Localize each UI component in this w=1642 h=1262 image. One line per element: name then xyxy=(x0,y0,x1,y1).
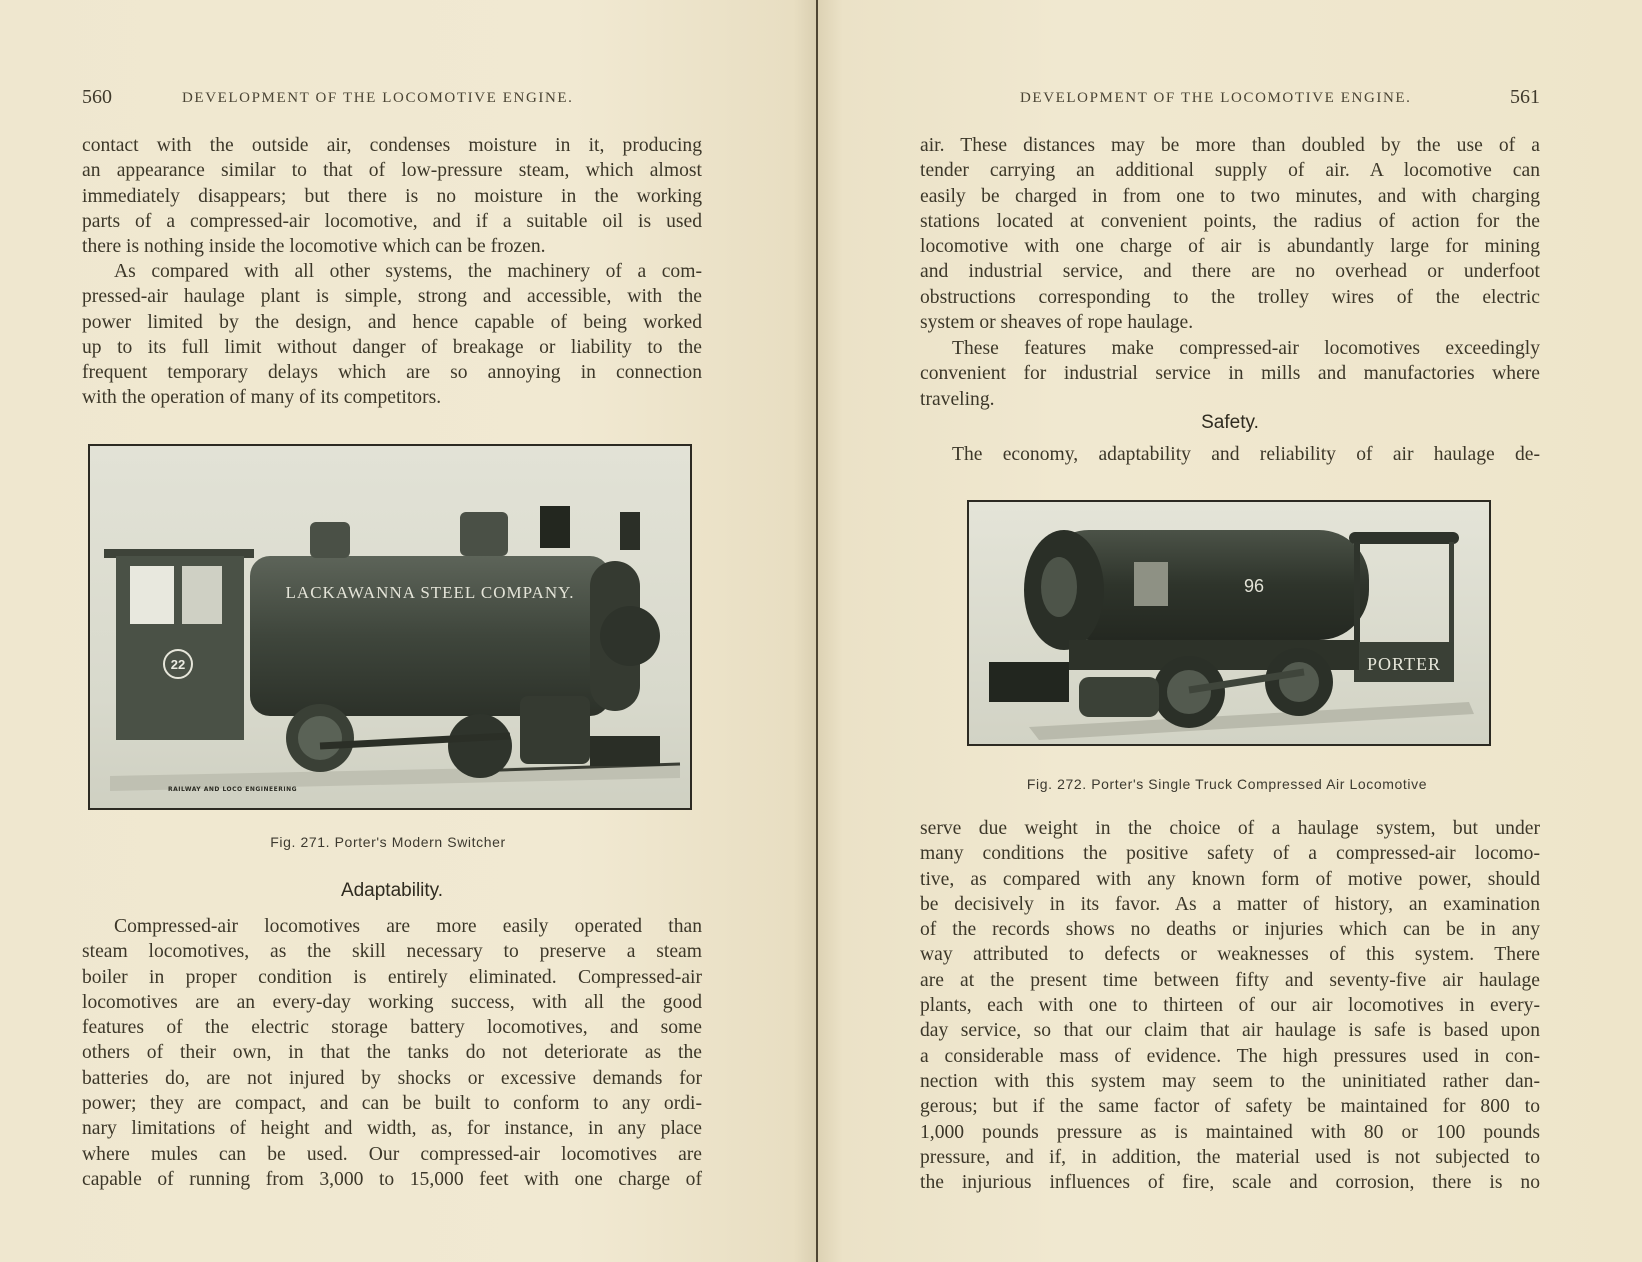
text-line: be decisively in its favor. As a matter of history, an examination xyxy=(920,893,1540,915)
page-number: 561 xyxy=(1510,86,1540,108)
photo-credit: RAILWAY AND LOCO ENGINEERING xyxy=(168,786,298,793)
text-line: nary limitations of height and width, as, for instance, in any place xyxy=(82,1118,702,1140)
text-line: plants, each with one to thirteen of our air locomotives in every- xyxy=(920,995,1540,1017)
compressed-air-locomotive-illustration xyxy=(969,502,1489,744)
text-line: there is nothing inside the locomotive which can be frozen. xyxy=(82,236,546,258)
text-line: the injurious influences of fire, scale and corrosion, there is no xyxy=(920,1172,1540,1194)
text-line: up to its full limit without danger of breakage or liability to the xyxy=(82,336,702,358)
section-heading: Safety. xyxy=(1201,412,1259,433)
svg-text:LACKAWANNA STEEL COMPANY.: LACKAWANNA STEEL COMPANY. xyxy=(285,583,575,602)
text-line: pressure, and if, in addition, the material used is not subjected to xyxy=(920,1146,1540,1168)
text-line: traveling. xyxy=(920,388,995,410)
locomotive-switcher-illustration xyxy=(90,446,690,808)
text-line: pressed-air haulage plant is simple, strong and accessible, with the xyxy=(82,286,702,308)
svg-text:22: 22 xyxy=(170,657,186,672)
text-line: frequent temporary delays which are so annoying in connection xyxy=(82,362,702,384)
text-line: air. These distances may be more than doubled by the use of a xyxy=(920,135,1540,156)
svg-text:96: 96 xyxy=(1243,576,1265,596)
text-line: obstructions corresponding to the trolley wires of the electric xyxy=(920,286,1540,308)
paragraph xyxy=(82,914,702,1192)
text-line: gerous; but if the same factor of safety be maintained for 800 to xyxy=(920,1096,1540,1118)
paragraph xyxy=(920,442,1540,467)
text-line: Compressed-air locomotives are more easily operated than xyxy=(114,916,702,937)
left-page xyxy=(0,0,818,1262)
text-line: others of their own, in that the tanks do not deteriorate as the xyxy=(82,1042,702,1064)
text-line: power; they are compact, and can be built to conform to any ordi- xyxy=(82,1093,702,1115)
page-number: 560 xyxy=(82,86,112,108)
text-line: contact with the outside air, condenses moisture in it, producing xyxy=(82,135,702,156)
text-line: These features make compressed-air locomotives exceedingly xyxy=(952,338,1540,359)
text-line: day service, so that our claim that air haulage is safe is based upon xyxy=(920,1020,1540,1042)
text-line: easily be charged in from one to two minutes, and with charging xyxy=(920,185,1540,207)
text-line: and industrial service, and there are no overhead or underfoot xyxy=(920,261,1540,283)
paragraph xyxy=(920,133,1540,335)
text-line: serve due weight in the choice of a haulage system, but under xyxy=(920,818,1540,839)
text-line: The economy, adaptability and reliability of air haulage de- xyxy=(952,444,1540,465)
text-line: stations located at convenient points, the radius of action for the xyxy=(920,210,1540,232)
text-line: As compared with all other systems, the machinery of a com- xyxy=(114,261,702,282)
text-line: are at the present time between fifty and seventy-five air haulage xyxy=(920,969,1540,991)
figure-caption: Fig. 271. Porter's Modern Switcher xyxy=(270,834,506,850)
text-line: locomotives are an every-day working success, with all the good xyxy=(82,991,702,1013)
text-line: parts of a compressed-air locomotive, and if a suitable oil is used xyxy=(82,210,702,232)
text-line: many conditions the positive safety of a compressed-air locomo- xyxy=(920,843,1540,865)
text-line: 1,000 pounds pressure as is maintained with 80 or 100 pounds xyxy=(920,1121,1540,1143)
text-line: a considerable mass of evidence. The high pressures used in con- xyxy=(920,1045,1540,1067)
text-line: features of the electric storage battery locomotives, and some xyxy=(82,1017,702,1039)
section-heading: Adaptability. xyxy=(340,880,444,901)
text-line: convenient for industrial service in mills and manufactories where xyxy=(920,363,1540,385)
text-line: tender carrying an additional supply of air. A locomotive can xyxy=(920,160,1540,182)
text-line: steam locomotives, as the skill necessary to preserve a steam xyxy=(82,941,702,963)
text-line: with the operation of many of its competitors. xyxy=(82,387,442,409)
text-line: where mules can be used. Our compressed-air locomotives are xyxy=(82,1143,702,1165)
svg-text:PORTER: PORTER xyxy=(1367,654,1441,674)
text-line: locomotive with one charge of air is abundantly large for mining xyxy=(920,236,1540,258)
text-line: immediately disappears; but there is no moisture in the working xyxy=(82,185,702,207)
text-line: system or sheaves of rope haulage. xyxy=(920,312,1194,334)
right-page xyxy=(818,0,1642,1262)
text-line: batteries do, are not injured by shocks or excessive demands for xyxy=(82,1067,702,1089)
paragraph xyxy=(82,133,702,259)
text-line: boiler in proper condition is entirely eliminated. Compressed-air xyxy=(82,966,702,988)
figure-271-photo xyxy=(88,444,692,810)
text-line: an appearance similar to that of low-pressure steam, which almost xyxy=(82,160,702,182)
text-line: of the records shows no deaths or injuries which can be in any xyxy=(920,919,1540,941)
paragraph xyxy=(82,259,702,411)
figure-caption: Fig. 272. Porter's Single Truck Compressed Air Locomotive xyxy=(1026,776,1428,792)
paragraph xyxy=(920,336,1540,412)
text-line: way attributed to defects or weaknesses of this system. There xyxy=(920,944,1540,966)
text-line: power limited by the design, and hence capable of being worked xyxy=(82,311,702,333)
figure-272-photo xyxy=(967,500,1491,746)
text-line: tive, as compared with any known form of motive power, should xyxy=(920,868,1540,890)
text-line: nection with this system may seem to the uninitiated rather dan- xyxy=(920,1070,1540,1092)
paragraph xyxy=(920,816,1540,1195)
running-head: DEVELOPMENT OF THE LOCOMOTIVE ENGINE. xyxy=(1020,90,1412,106)
running-head: DEVELOPMENT OF THE LOCOMOTIVE ENGINE. xyxy=(182,90,574,106)
text-line: capable of running from 3,000 to 15,000 feet with one charge of xyxy=(82,1168,702,1190)
